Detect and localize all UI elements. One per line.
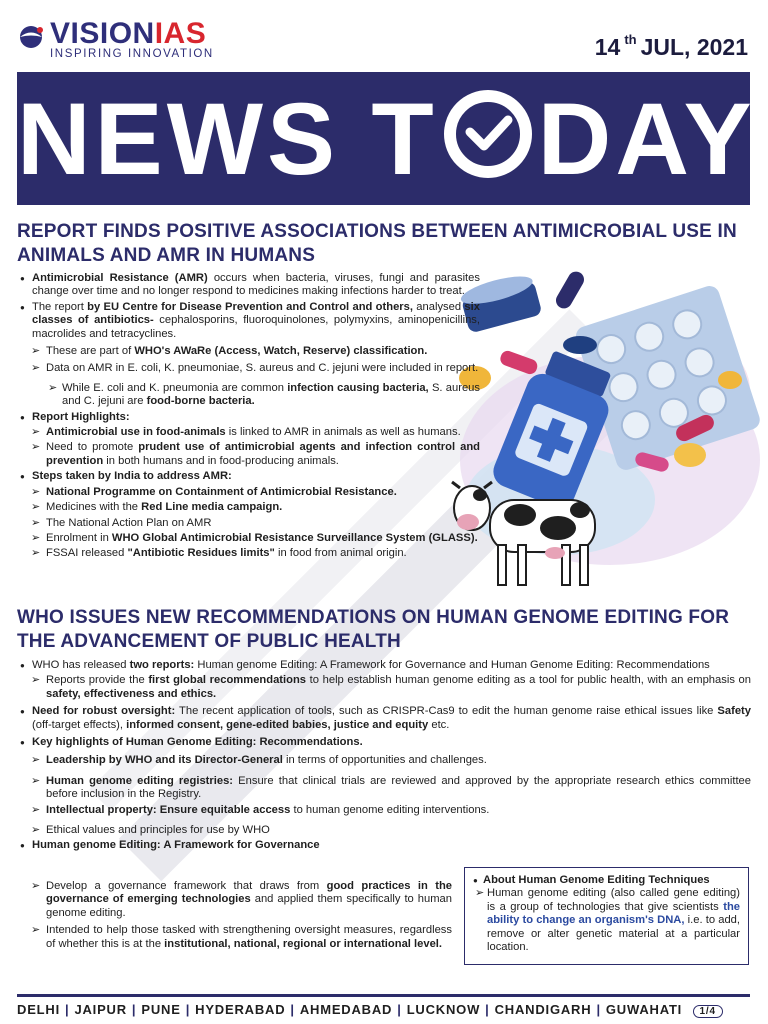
list-item: ● The report by EU Centre for Disease Prevention and Control and others, analysed six classes of antibiotics- cephalosporins, fluoroquinolones, polymyxins, aminopenicillins, macrolides and tetracyclines.: [18, 301, 480, 341]
list-item: ● Human genome Editing: A Framework for Governance: [18, 839, 751, 852]
list-item: ➢ While E. coli and K. pneumonia are common infection causing bacteria, S. aureus and C. jejuni are food-borne bacteria.: [18, 382, 480, 409]
genome-editing-info-box: [464, 867, 749, 965]
section2-title: WHO ISSUES NEW RECOMMENDATIONS ON HUMAN GENOME EDITING FOR THE ADVANCEMENT OF PUBLIC HEALTH: [17, 607, 730, 652]
list-item: ➢ Medicines with the Red Line media campaign.: [18, 501, 480, 514]
info-box-body: ➢ Human genome editing (also called gene editing) is a group of technologies that give scientists the ability to change an organism's DNA, i.e. to add, remove or alter genetic material at a particular location.: [473, 887, 740, 954]
date-month-year: JUL, 2021: [640, 34, 748, 60]
clock-icon: [442, 88, 534, 180]
info-box-highlight: the ability to change an organism's DNA,: [487, 900, 740, 927]
date-suffix: th: [624, 32, 637, 47]
footer-cities: DELHI | JAIPUR | PUNE | HYDERABAD | AHMEDABAD | LUCKNOW | CHANDIGARH | GUWAHATI 1/4: [17, 994, 750, 1018]
list-item: ➢ Enrolment in WHO Global Antimicrobial Resistance Surveillance System (GLASS).: [18, 532, 480, 545]
list-item: ➢ These are part of WHO's AWaRe (Access, Watch, Reserve) classification.: [18, 345, 480, 358]
vision-ias-logo-icon: [18, 24, 44, 50]
section2-framework-body: [18, 880, 452, 953]
section2-body: [18, 659, 751, 855]
list-item: ➢ FSSAI released "Antibiotic Residues limits" in food from animal origin.: [18, 547, 480, 560]
city-lucknow: LUCKNOW: [406, 1002, 481, 1017]
list-item: ➢ The National Action Plan on AMR: [18, 517, 480, 530]
list-item: ➢ Ethical values and principles for use by WHO: [18, 824, 751, 837]
city-hyderabad: HYDERABAD: [195, 1002, 286, 1017]
medicine-cow-illustration: [440, 260, 760, 605]
list-item: ● WHO has released two reports: Human genome Editing: A Framework for Governance and Human Genome Editing: Recommendations: [18, 659, 751, 672]
city-guwahati: GUWAHATI: [605, 1002, 683, 1017]
list-item: ➢ National Programme on Containment of Antimicrobial Resistance.: [18, 486, 480, 499]
list-item: ● Need for robust oversight: The recent application of tools, such as CRISPR-Cas9 to edit the human genome raise ethical issues like Safety (off-target effects), informed consent, gene-edited babies, justice and equity etc.: [18, 705, 751, 732]
banner-title-left: NEWS T: [17, 82, 438, 196]
list-item: ➢ Leadership by WHO and its Director-General in terms of opportunities and challenges.: [18, 754, 751, 767]
list-item: ➢ Need to promote prudent use of antimicrobial agents and infection control and prevention in both humans and in food-producing animals.: [18, 441, 480, 468]
city-delhi: DELHI: [17, 1002, 60, 1017]
list-item: ● Antimicrobial Resistance (AMR) occurs when bacteria, viruses, fungi and parasites change over time and no longer respond to medicines making infections harder to treat.: [18, 272, 480, 299]
list-item: ➢ Develop a governance framework that draws from good practices in the governance of emerging technologies and applied them specifically to human genome editing.: [18, 880, 452, 920]
city-jaipur: JAIPUR: [74, 1002, 127, 1017]
brand-tagline: INSPIRING INNOVATION: [50, 48, 214, 60]
news-today-banner: [17, 72, 756, 205]
banner-title-right: DAY: [537, 82, 756, 196]
info-box-title: ● About Human Genome Editing Techniques: [473, 874, 740, 887]
list-item: ● Key highlights of Human Genome Editing: Recommendations.: [18, 736, 751, 749]
list-item: ➢ Data on AMR in E. coli, K. pneumoniae, S. aureus and C. jejuni were included in report.: [18, 362, 480, 375]
city-chandigarh: CHANDIGARH: [494, 1002, 592, 1017]
list-item: ➢ Reports provide the first global recommendations to help establish human genome editing as a tool for public health, with an emphasis on safety, effectiveness and ethics.: [18, 674, 751, 701]
brand-accent: IAS: [154, 17, 207, 50]
banner-title: [17, 82, 756, 196]
list-item: ➢ Antimicrobial use in food-animals is linked to AMR in animals as well as humans.: [18, 426, 480, 439]
date-day: 14: [594, 34, 621, 60]
issue-date: [595, 34, 748, 61]
brand-main: VISION: [50, 17, 155, 50]
city-pune: PUNE: [141, 1002, 181, 1017]
list-item: ➢ Intended to help those tasked with strengthening oversight measures, regardless of whether this is at the institutional, national, regional or international level.: [18, 924, 452, 951]
section1-body: [18, 272, 480, 563]
list-item: ● Report Highlights:: [18, 411, 480, 424]
city-ahmedabad: AHMEDABAD: [299, 1002, 393, 1017]
header: [0, 0, 768, 70]
brand-name: [50, 17, 206, 51]
page-number: 1/4: [693, 1005, 723, 1018]
list-item: ● Steps taken by India to address AMR:: [18, 470, 480, 483]
list-item: ➢ Intellectual property: Ensure equitable access to human genome editing interventions.: [18, 804, 751, 817]
list-item: ➢ Human genome editing registries: Ensure that clinical trials are reviewed and approved by the appropriate research ethics committee before inclusion in the Registry.: [18, 775, 751, 802]
section1-title: REPORT FINDS POSITIVE ASSOCIATIONS BETWEEN ANTIMICROBIAL USE IN ANIMALS AND AMR IN HUMANS: [17, 221, 737, 266]
